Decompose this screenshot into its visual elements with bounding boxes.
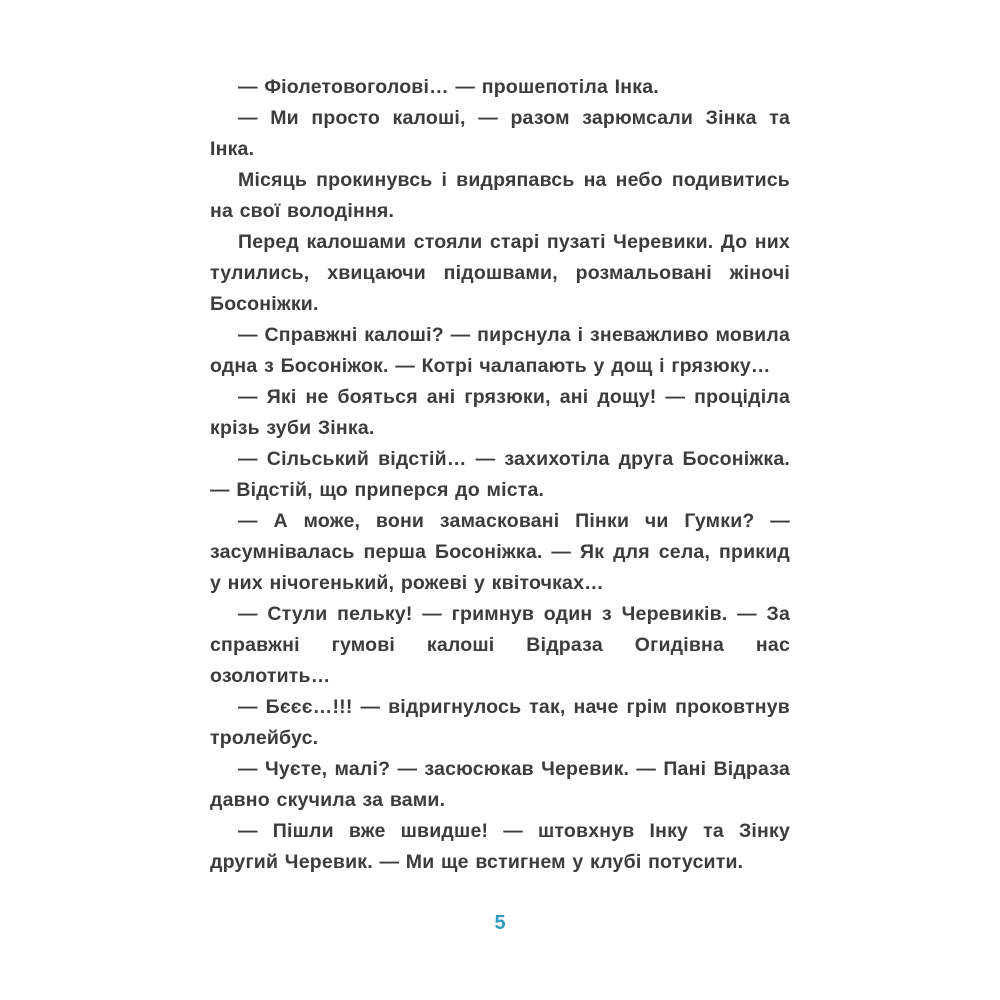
- paragraph: Перед калошами стояли старі пузаті Черевики. До них тулились, хвицаючи підошвами, розмальовані жіночі Босоніжки.: [210, 231, 790, 315]
- paragraph: — Пішли вже швидше! — штовхнув Інку та Зінку другий Черевик. — Ми ще встигнем у клубі потусити.: [210, 820, 790, 873]
- paragraph: — Справжні калоші? — пирснула і зневажливо мовила одна з Босоніжок. — Котрі чалапають у дощ і грязюку…: [210, 324, 790, 377]
- paragraph: — Стули пельку! — гримнув один з Черевиків. — За справжні гумові калоші Відраза Огидівна нас озолотить…: [210, 603, 790, 687]
- paragraph: — Чуєте, малі? — засюсюкав Черевик. — Пані Відраза давно скучила за вами.: [210, 758, 790, 811]
- page-footer: [0, 912, 1000, 935]
- paragraph: Місяць прокинувсь і видряпавсь на небо подивитись на свої володіння.: [210, 169, 790, 222]
- paragraph: — А може, вони замасковані Пінки чи Гумки? — засумнівалась перша Босоніжка. — Як для села, прикид у них нічогенький, рожеві у квіточках…: [210, 510, 790, 594]
- page-text-block: [210, 72, 790, 878]
- paragraph: — Фіолетовоголові… — прошепотіла Інка.: [238, 76, 659, 98]
- page-number: 5: [494, 912, 506, 934]
- paragraph: — Сільський відстій… — захихотіла друга Босоніжка. — Відстій, що приперся до міста.: [210, 448, 790, 501]
- paragraph: — Які не бояться ані грязюки, ані дощу! — проціділа крізь зуби Зінка.: [210, 386, 790, 439]
- paragraph: — Ми просто калоші, — разом зарюмсали Зінка та Інка.: [210, 107, 790, 160]
- paragraph: — Бєєє…!!! — відригнулось так, наче грім проковтнув тролейбус.: [210, 696, 790, 749]
